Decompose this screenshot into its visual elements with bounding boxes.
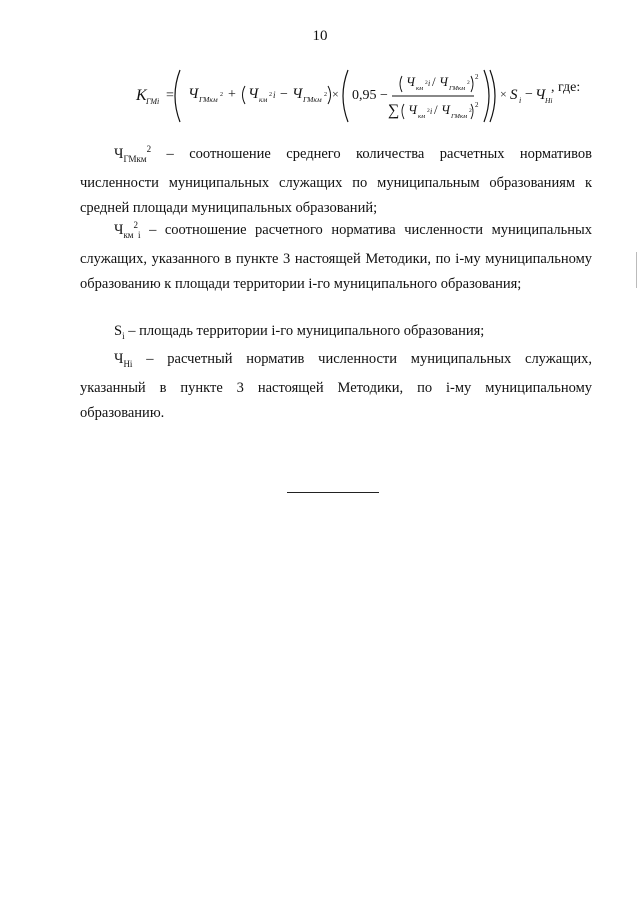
definition-text: – соотношение среднего количества расчетных нормативов численности муниципальных служащих по муниципальным образованиям к средней площади муниципальных образований; (80, 145, 592, 216)
definition-km (80, 213, 592, 296)
svg-text:+: + (228, 87, 236, 102)
svg-text:−: − (380, 88, 388, 103)
definition-symbol: $Ч_{ГМкм}^2$ (114, 144, 152, 164)
formula-sub-km-1: км (259, 95, 268, 104)
svg-text:/: / (432, 74, 436, 89)
definition-s (80, 319, 592, 348)
definition-text: – расчетный норматив численности муниципальных служащих, указанный в пункте 3 настоящей Методики, по i-му муниципальному образованию. (80, 351, 592, 421)
definition-symbol: $Ч_{Нi}$ (114, 351, 133, 369)
formula-ch-5: Ч (439, 74, 448, 89)
svg-text:2: 2 (324, 92, 327, 98)
svg-text:2: 2 (475, 101, 479, 109)
scan-edge-mark (636, 252, 637, 288)
formula-lhs: K (136, 87, 147, 104)
formula-ch-7: Ч (441, 102, 450, 117)
svg-text:2: 2 (427, 108, 430, 114)
page-number: 10 (312, 28, 328, 44)
formula-tail: , где: (551, 80, 581, 95)
svg-text:2: 2 (475, 73, 479, 81)
formula (122, 64, 602, 128)
svg-text:2: 2 (220, 92, 223, 98)
formula-ch-4: Ч (406, 74, 415, 89)
svg-text:/: / (434, 102, 438, 117)
formula-sub-gmkm-2: ГМкм (303, 95, 322, 104)
svg-text:×: × (500, 87, 507, 101)
formula-ch-2: Ч (248, 86, 259, 102)
formula-sub-gmkm-4: ГМкм (451, 113, 468, 120)
formula-ch-3: Ч (292, 86, 303, 102)
formula-ch-6: Ч (408, 102, 417, 117)
svg-text:−: − (280, 87, 288, 102)
svg-text:2: 2 (467, 80, 470, 86)
definition-text: – соотношение расчетного норматива численности муниципальных служащих, указанного в пункте 3 настоящей Методики, по i-му муниципальному образованию к площади территории i-го муниципального образования; (80, 221, 592, 292)
definition-gmkm (80, 137, 592, 220)
definition-text: – площадь территории i-го муниципального образования; (124, 323, 485, 339)
svg-text:i: i (273, 90, 276, 100)
svg-text:×: × (332, 87, 339, 101)
svg-text:−: − (525, 87, 533, 102)
formula-s: S (510, 87, 518, 103)
formula-sub-km-3: км (418, 113, 426, 120)
formula-sub-gmkm-1: ГМкм (199, 95, 218, 104)
formula-ch-1: Ч (188, 86, 199, 102)
definition-symbol: $Ч_{км}^2_i$ (114, 220, 141, 240)
formula-sub-gmkm-3: ГМкм (449, 85, 466, 92)
formula-ch-8: Ч (535, 87, 546, 103)
formula-lhs-sub: ГМi (146, 97, 160, 106)
formula-const: 0,95 (352, 88, 377, 103)
svg-text:2: 2 (425, 80, 428, 86)
formula-sum: ∑ (388, 102, 400, 119)
definition-n (80, 347, 592, 425)
definition-symbol: $S_i$ (114, 323, 125, 341)
formula-s-sub: i (519, 96, 522, 105)
formula-sub-km-2: км (416, 85, 424, 92)
svg-text:i: i (428, 79, 431, 88)
separator-line (287, 492, 379, 493)
svg-text:=: = (166, 88, 174, 103)
formula-sub-n: Нi (545, 96, 553, 105)
svg-text:2: 2 (269, 92, 272, 98)
svg-text:2: 2 (469, 108, 472, 114)
svg-text:i: i (430, 107, 433, 116)
